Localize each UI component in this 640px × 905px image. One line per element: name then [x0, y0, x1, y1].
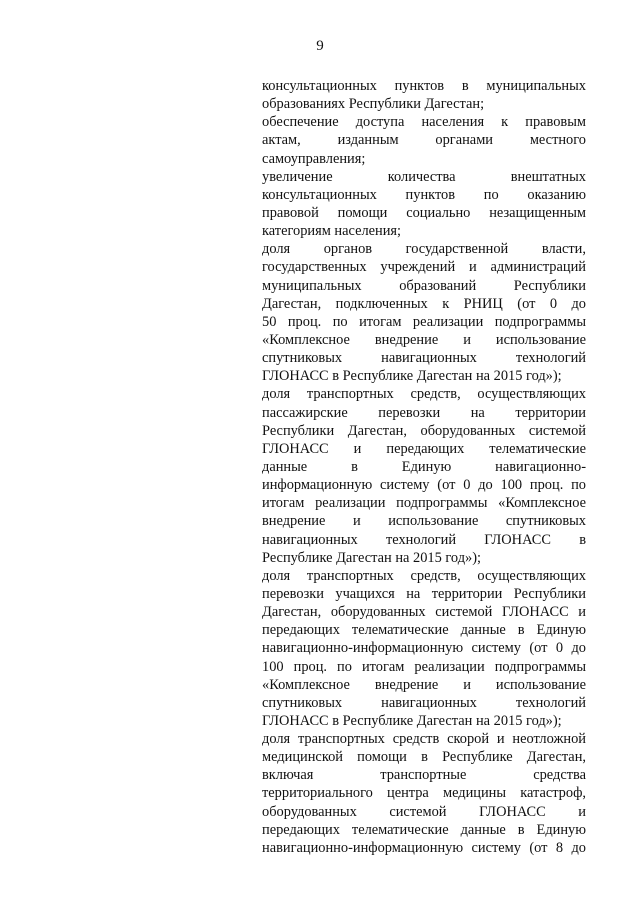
text-line: передающих телематические данные в Единую	[262, 622, 586, 639]
text-line: пассажирские перевозки на территории	[262, 404, 586, 421]
text-line: образованиях Республики Дагестан;	[262, 96, 485, 113]
text-line: навигационно-информационную систему (от 8 до	[262, 839, 586, 856]
text-line: оборудованных системой ГЛОНАСС и	[262, 803, 586, 820]
text-line: актам, изданным органами местного	[262, 132, 586, 149]
text-line: 50 проц. по итогам реализации подпрограммы	[262, 313, 586, 330]
text-line: консультационных пунктов в муниципальных	[262, 78, 586, 94]
text-line: «Комплексное внедрение и использование	[262, 331, 586, 348]
text-line: категориям населения;	[262, 223, 402, 240]
text-line: спутниковых навигационных технологий	[262, 350, 586, 367]
text-line: «Комплексное внедрение и использование	[262, 676, 586, 693]
page-number: 9	[316, 38, 324, 54]
text-line: Дагестан, оборудованных системой ГЛОНАСС и	[262, 604, 586, 621]
text-line: информационную систему (от 0 до 100 проц. по	[262, 477, 586, 494]
text-line: доля транспортных средств скорой и неотложной	[262, 731, 586, 748]
text-line: правовой помощи социально незащищенным	[262, 204, 586, 221]
text-line: ГЛОНАСС и передающих телематические	[262, 440, 586, 457]
text-line: доля транспортных средств, осуществляющих	[262, 386, 586, 403]
text-line: спутниковых навигационных технологий	[262, 694, 586, 711]
text-line: ГЛОНАСС в Республике Дагестан на 2015 год»);	[262, 368, 562, 385]
text-line: итогам реализации подпрограммы «Комплексное	[262, 495, 586, 512]
text-line: муниципальных образований Республики	[262, 277, 586, 294]
text-line: Республики Дагестан, оборудованных системой	[262, 422, 586, 439]
text-line: данные в Единую навигационно-	[262, 458, 586, 475]
text-line: увеличение количества внештатных	[262, 168, 586, 185]
text-line: передающих телематические данные в Единую	[262, 821, 586, 838]
text-line: государственных учреждений и администраций	[262, 259, 586, 276]
text-line: Дагестан, подключенных к РНИЦ (от 0 до	[262, 295, 586, 312]
text-line: территориального центра медицины катастроф,	[262, 785, 586, 802]
text-line: 100 проц. по итогам реализации подпрограммы	[262, 658, 586, 675]
text-line: доля органов государственной власти,	[262, 241, 586, 258]
text-line: Республике Дагестан на 2015 год»);	[262, 549, 482, 566]
text-line: навигационно-информационную систему (от 0 до	[262, 640, 586, 657]
text-line: самоуправления;	[262, 150, 366, 167]
text-line: перевозки учащихся на территории Республики	[262, 585, 586, 602]
text-line: доля транспортных средств, осуществляющих	[262, 567, 586, 584]
text-line: обеспечение доступа населения к правовым	[262, 114, 586, 131]
text-line: внедрение и использование спутниковых	[262, 513, 586, 530]
text-line: консультационных пунктов по оказанию	[262, 186, 586, 203]
text-line: включая транспортные средства	[262, 767, 586, 784]
text-line: медицинской помощи в Республике Дагестан,	[262, 749, 586, 766]
text-line: ГЛОНАСС в Республике Дагестан на 2015 год»);	[262, 712, 562, 729]
text-line: навигационных технологий ГЛОНАСС в	[262, 531, 586, 548]
body-text	[262, 77, 586, 857]
